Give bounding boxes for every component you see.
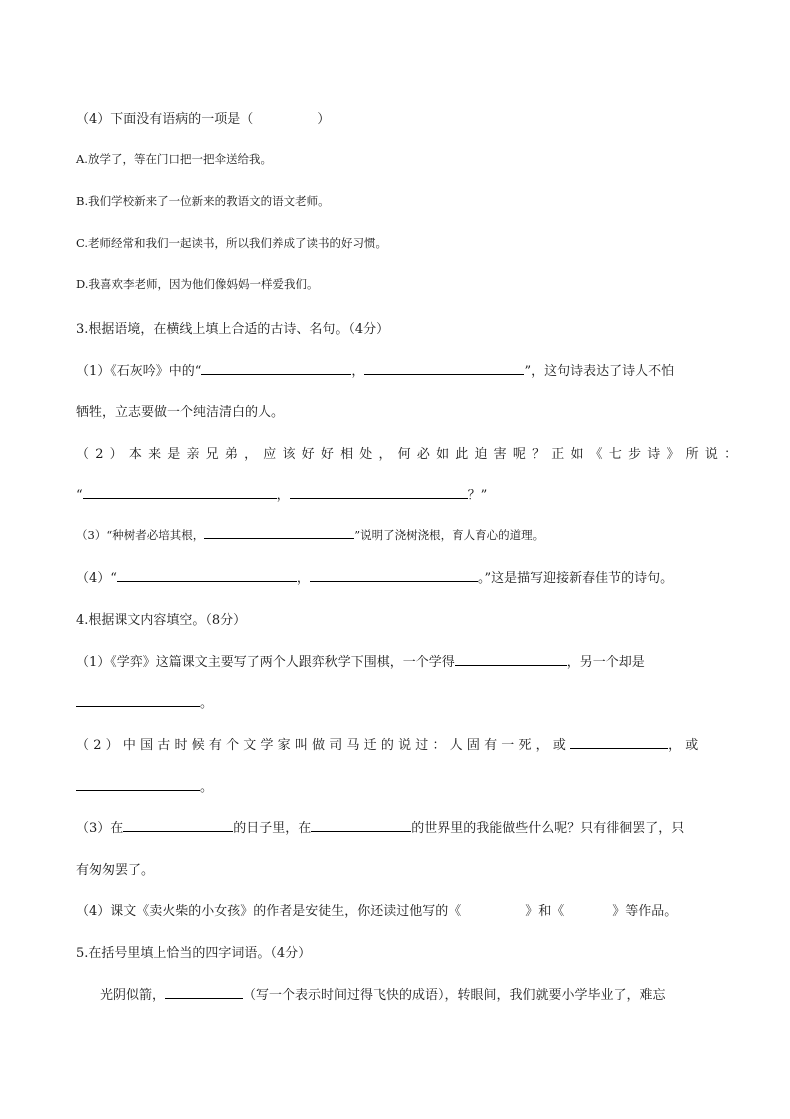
- q4-stem-text: （4）下面没有语病的一项是（: [76, 112, 254, 127]
- s4-item-2: （2）中国古时候有个文学家叫做司马迁的说过：人固有一死，或 ，或: [76, 738, 703, 753]
- blank-line[interactable]: [76, 694, 200, 707]
- q4-option-d: D.我喜欢李老师，因为他们像妈妈一样爱我们。: [76, 277, 319, 291]
- blank-line[interactable]: [83, 486, 277, 499]
- s4-item-4: （4）课文《卖火柴的小女孩》的作者是安徒生，你还读过他写的《 》和《 》等作品。: [76, 904, 678, 919]
- blank-line[interactable]: [165, 986, 243, 999]
- blank-line[interactable]: [364, 362, 524, 375]
- q4-stem: （4）下面没有语病的一项是（ ）: [76, 112, 331, 127]
- s3-item-1-cont: 牺牲，立志要做一个纯洁清白的人。: [76, 405, 285, 420]
- blank-line[interactable]: [76, 778, 200, 791]
- blank-line[interactable]: [290, 486, 468, 499]
- blank-line[interactable]: [310, 569, 478, 582]
- s5-paragraph: 光阴似箭， （写一个表示时间过得飞快的成语），转眼间，我们就要小学毕业了，难忘: [100, 988, 666, 1003]
- s4-item-3: （3）在 的日子里，在 的世界里的我能做些什么呢？只有徘徊罢了，只: [76, 821, 685, 836]
- s4-item-1-cont: 。: [76, 692, 213, 711]
- q4-option-a: A.放学了，等在门口把一把伞送给我。: [76, 152, 272, 166]
- section-4-title: 4.根据课文内容填空。（8分）: [76, 613, 247, 628]
- s3-item-2: （2）本来是亲兄弟，应该好好相处，何必如此迫害呢？正如《七步诗》所说：: [76, 447, 744, 462]
- section-3-title: 3.根据语境，在横线上填上合适的古诗、名句。（4分）: [76, 322, 390, 337]
- blank-line[interactable]: [311, 819, 411, 832]
- blank-line[interactable]: [570, 736, 668, 749]
- q4-option-b: B.我们学校新来了一位新来的教语文的语文老师。: [76, 194, 330, 208]
- s4-item-1: （1）《学弈》这篇课文主要写了两个人跟弈秋学下围棋，一个学得 ，另一个却是: [76, 655, 645, 670]
- s3-item-4: （4）“ ， 。”这是描写迎接新春佳节的诗句。: [76, 571, 674, 586]
- q4-option-c: C.老师经常和我们一起读书，所以我们养成了读书的好习惯。: [76, 236, 388, 250]
- section-5-title: 5.在括号里填上恰当的四字词语。（4分）: [76, 946, 312, 961]
- blank-line[interactable]: [204, 526, 354, 539]
- s3-item-1: （1）《石灰吟》中的“ ， ”，这句诗表达了诗人不怕: [76, 364, 675, 379]
- blank-line[interactable]: [123, 819, 233, 832]
- blank-line[interactable]: [201, 362, 351, 375]
- blank-line[interactable]: [117, 569, 297, 582]
- s4-item-2-cont: 。: [76, 776, 213, 795]
- s3-item-3: （3）“种树者必培其根， ”说明了浇树浇根，育人育心的道理。: [76, 528, 545, 542]
- blank-line[interactable]: [455, 653, 567, 666]
- s4-item-3-cont: 有匆匆罢了。: [76, 863, 155, 878]
- s3-item-2-blanks: “ ， ？”: [76, 488, 488, 503]
